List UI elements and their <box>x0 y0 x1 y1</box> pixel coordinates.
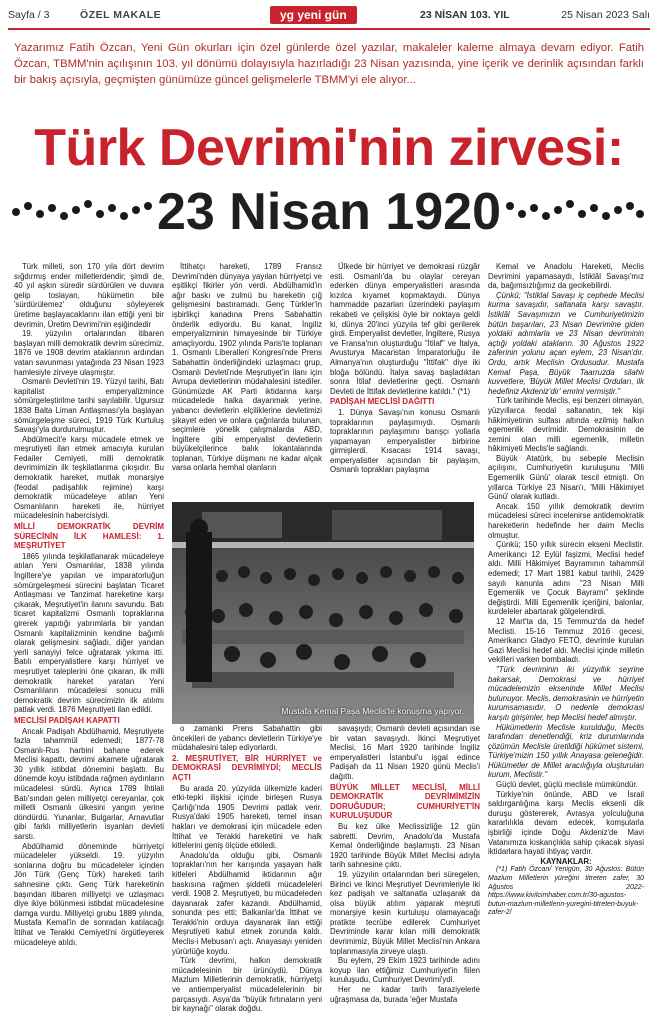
column-2-bottom <box>172 724 322 1017</box>
paragraph: Bu eylem, 29 Ekim 1923 tarihinde adını koyup ilan ettiğimiz Cumhuriyet'in fiilen kuruluşudu, Cumhuriyet Devrimi'ydi. <box>330 956 480 985</box>
paragraph: Bu kez ülke Meclissizliğe 12 gün sabretti. Devrim, Anadolu'da Mustafa Kemal önderliğinde başlamıştı. 23 Nisan 1920 tarihinde Büyük Millet Meclisi adıyla tarih sahnesine çıktı. <box>330 821 480 870</box>
parliament-photo-image <box>172 502 474 724</box>
column-2-top <box>172 262 322 502</box>
paragraph: Kemal ve Anadolu Hareketi, Meclis Devrimini yapamasaydı, İstiklâl Savaşı'mız da, bağımsızlığımız da gecikebilirdi. <box>488 262 644 291</box>
subheading: MECLİSİ PADİŞAH KAPATTI <box>14 715 120 725</box>
paragraph: Anadolu'da olduğu gibi, Osmanlı toprakları'nın her karışında yaşayan halk kitleleri Abdülhamid iktidarının ağır baskısına rağmen şiddetli mücadeleleri verdi. 1908 2. Meşrutiyeti, bu mücadeleden dayanarak zafer kazandı. Abdülhamid, sonunda pes etti; Balkanlar'da İttihat ve Terakki'nin orduya dayanarak ilan ettiği Meşrutiyeti kabul etmek zorunda kaldı. Meclis-i Mebusan'ı açtı. Anayasayı yeniden yürürlüğe koydu. <box>172 850 322 956</box>
paragraph: Abdülmecit'e karşı mücadele etmek ve meşrutiyeti ilan etmek amacıyla kurulan Fedailer Cemiyeti, milli demokratik devrimimizin ilk teşkilatlanma çıkışıdır. Bu demokratik hareket, mutlak monarşiye (feodal padişahlık rejimine) karşı demokratik mücadeleye atılan Yeni Osmanlıların hareketi ile, hürriyet mücadelesinin habercisiydi. <box>14 434 164 521</box>
paragraph: Türk milleti, son 170 yıla dört devrim sığdırmış ender milletlerdendir; şimdi de, 40 yıl aşkın süredir sürdürülen ve duvara gelip toslayan, hükümetin bile 'sürdürülemez' olduğunu söyleyerek üretime başlayacaklarını ilan ettiği yeni bir devrimin, Üretim Devrimi'nin eşiğindedir <box>14 262 164 329</box>
paragraph: Hükümetlerin Meclisle kurulduğu, Meclis tarafından denetlendiği, kriz durumlarında çözümün Meclisle üretildiği hükümet sistemi, Türkiye'mizin 150 yıllık Anayasa geleneğidir. Hükümetler de Millet aracılığıyla oluşturulan kurum, Meclistir." <box>488 722 644 780</box>
article-intro: Yazarımız Fatih Özcan, Yeni Gün okurları için özel günlerde özel yazılar, makaleler kaleme almaya devam ediyor. Fatih Özcan, TBMM'nin açılışının 103. yıl dönümü dolayısıyla hazırladığı 23 Nisan yazısında, yine içerik ve derinlik açısından farklı bir bakış açısıyla, geçmişten günümüze güncel gelişmelerle TBMM'yi ele alıyor... <box>14 42 644 86</box>
paragraph: İttihatçı hareketi, 1789 Fransız Devrimi'nden dünyaya yayılan hürriyetçi ve eşitlikçi fikirler yön verdi. Abdülhamid'in ağır baskı ve zulmü bu hareketin çığ gelişmesini bastıramadı. Genç Türkler'in işbirlikçi kanadına Prens Sabahattin önderlik ediyordu. Bu kanat, İngiliz emperyalizminin himayesinde bir Türkiye amaçlıyordu. 1902 yılında Paris'te toplanan 1. Osmanlı Liberalleri Kongresi'nde Prens Sabahattin önderliğindeki uzlaşmacı grup, Osmanlı Devleti'nde Meşrutiyet'in ilanı için Avrupa devletlerinin müdahalesini istediler. Günümüzde AK Parti iktidarına karşı mücadelede halka dayanmak yerine, yabancı devletlerin elçiliklerine devletimizi şikayet eden ve onlara çağrılarda bulunan, seçimlere yönelik çalışmalarda ABD, İngiltere gibi emperyalist devletlerin büyükelçilerince balık lokantalarında toplanan, Türkiye düşmanı ne kadar alçak varsa onlarla hemhal olanların <box>172 262 322 473</box>
references-title: KAYNAKLAR: <box>540 856 592 866</box>
paragraph: Ülkede bir hürriyet ve demokrasi rüzgâr esti. Osmanlı'da bu olaylar cereyan ederken dünya emperyalistleri arasında kızılca kıyamet kopmaktaydı. Dünya hammadde pazarları üzerindeki paylaşım rekabeti ve çelişkisi öyle bir noktaya geldi ki, dünya 20'inci yüzyıla tef gibi gerilerek girdi. Emperyalist devletler, İngiltere, Rusya ve Fransa'nın oluşturduğu "İtilaf" ve İtalya, Avusturya Macaristan İmparatorluğu ile Almanya'nın oluşturduğu "İttifak" diye iki bloğa bölündü. İtalya savaş başladıktan sonra İtilaf devletlerine geçti. Osmanlı Devleti de İttifak devletlerine katıldı." (*1) <box>330 262 480 396</box>
paragraph: 12 Mart'ta da, 15 Temmuz'da da hedef Meclisti. 15-16 Temmuz 2016 gecesi, Amerikancı Gladyo FETÖ, devrimle kurulan Gazi Meclisi hedef aldı. Meclisi içinde milletin vekilleri varken bombaladı. <box>488 616 644 665</box>
paragraph: Her ne kadar tarih faraziyelerle uğraşmasa da, burada 'eğer Mustafa <box>330 985 480 1004</box>
column-1 <box>14 262 164 1017</box>
newspaper-logo: yg yeni gün <box>270 6 357 24</box>
column-3-bottom <box>330 724 480 1017</box>
subheading: PADİŞAH MECLİSİ DAĞITTI <box>330 397 435 407</box>
column-4 <box>488 262 644 1017</box>
subheading: BÜYÜK MİLLET MECLİSİ, MİLLİ DEMOKRATİK DEVRİMİMİZİN DORUĞUDUR; CUMHURİYET'İN KURULUŞUDUR <box>330 782 480 821</box>
paragraph: 19. yüzyılın ortalarından beri süregelen, Birinci ve İkinci Meşrutiyet Devrimleriyle iki kez padişah ve saltanatla uzlaşarak da olsa büyük atılım yaparak meşruti monarşiye kesin kurtuluşu olamayacağı pratikte tecrübe edilerek Cumhuriyet Devriminde karar kılan milli demokratik devrimimiz, Büyük Millet Meclisi'nin Ankara toplanmasıyla zirveye ulaştı. <box>330 869 480 956</box>
paragraph: 1865 yılında teşkilatlanarak mücadeleye atılan Yeni Osmanlılar, 1838 yılında İngiltere'ye yapılan ve imparatorluğun sömürgeleşmesi sürecini başlatan Ticaret Antlaşması ve Tanzimat hareketine karşı çıkarak, Meşrutiyet'in ilanını savundu. Batı ticaret kapitalizmi Osmanlı topraklarına girerek yapıtığı yatırımlarla bir yandan Osmanlı kapitalizminin kendine bağımlı olarak gelişmesini sağladı, diğer yandan yerli sanayiyi felce uğratarak yıkıma itti. Batılı emperyalistlere karşı hürriyet ve meşrutiyet taleplerini öne çıkaran, ilk milli demokratik hareket yaratan Yeni Osmanlıların mücadelesi sonucu milli demokratik devrim sürecimizin ilk atılımı patlak verdi. 1876 Meşrutiyeti ilan edildi. <box>14 551 164 715</box>
paragraph: Türk tarihinde Meclis, eşi benzeri olmayan, yüzyıllarca feodal saltanatın, tek kişi hâkimiyetinin sulfası altında ezilmiş halkın egemenlik devrimidir. Demokrasinin de zemini olan milli egemenlik, milletin hâkimiyeti Meclis'le sağlandı. <box>488 396 644 454</box>
paragraph: Güçlü devlet, güçlü meclisle mümkündür. <box>496 780 638 790</box>
paragraph: Ancak Padişah Abdülhamid, Meşrutiyete fazla tahammül edemedi; 1877-78 Osmanlı-Rus harbini bahane ederek Meclisi kapattı, devrimi akamete uğratarak 30 yıllık istibdat dönemini başlattı. Bu dönemde koyu istibdada rağmen aydınların mücadelesi sürdü. Ayrıca 1789 İhtilali Batı'sından gelen milliyetçi cereyanlar, çok milletli Osmanlı ülkesini yangın yerine döndürdü. Yunanlar, Bulgarlar, Arnavutlar gibi farklı milliyetlerin isyanları devleti sarstı. <box>14 726 164 842</box>
paragraph: 19. yüzyılın ortalarından itibaren başlayan milli demokratik devrim sürecimiz, 1876 ve 1908 devrim ataklarının ardından vatan savunması yatağında 23 Nisan 1923 hamlesiyle zirveye ulaşmıştır. <box>14 329 164 377</box>
paragraph: Osmanlı Devleti'nin 19. Yüzyıl tarihi, Batı kapitalist emperyalizmince sömürgeleştirilme tarihi sayılabilir. Ugursuz 1838 Balta Liman Antlaşması'yla başlayan sömürgeleşme süreci, 1919 Türk Kurtuluş Savaşı'yla durdurulmuştur. <box>14 377 164 435</box>
paragraph: Türkiye'nin önünde, ABD ve İsrail saldırganlığına karşı Meclis eksenli dik duruşu göstererek, Avrasya yolculuğuna kararlılıkla devam edecek, komşularla işbirliği içinde Doğu Akdeniz'de Mavi Vatanımıza kıskançlıkla sahip çıkacak siyasi iktidarlara hayati ihtiyaç vardır. <box>488 789 644 857</box>
paragraph: o zamanki Prens Sabahattin gibi öncekileri de yabancı devletlerin Türkiye'ye müdahalesini talep ediyorlardı. <box>172 724 322 753</box>
paragraph: Abdülhamid döneminde hürriyetçi mücadeleler yükseldi. 19. yüzyılın sonlarına doğru bu mücadeleler içinden Jön Türk (Genç Türk) hareketi tarih sahnesine çıktı. Genç Türk hareketinin başından itibaren milliyetçi ve uzlaşmacı diye ikiye bölünmesi istibdat mücadelesine damga vurdu. Milliyetçi grubu 1889 yılında, Mustafa Kemal'in de sonradan katılacağı İttihat ve Terakki Cemiyeti'ni örgütleyerek mücadeleye atıldı. <box>14 841 164 947</box>
subheading: 2. MEŞRUTİYET, BİR HÜRRİYET ve DEMOKRASİ DEVRİMİYDİ; MECLİS AÇTI <box>172 753 322 782</box>
paragraph: Çünkü; 150 yıllık sürecin ekseni Meclistir. Amerikancı 12 Eylül faşizmi, Meclisi hedef aldı. Milli Hâkimiyet Bayramının tahammül edemedi; 17 Mart 1981 kabul tarihli, 2429 sayılı kanunla adını "23 Nisan Milli Egemenlik ve Çocuk Bayramı" şeklinde değiştirdi. Milli Egemenlik içeriğini, balonlar, kurdeleler abartarak gölgelendirdi. <box>488 540 644 617</box>
subheading: MİLLİ DEMOKRATİK DEVRİM SÜRECİNİN İLK HAMLESİ: 1. MEŞRUTİYET <box>14 522 164 551</box>
column-3-top <box>330 262 480 502</box>
page-number: Sayfa / 3 <box>8 9 50 21</box>
photo-caption: Mustafa Kemal Paşa Meclis'te konuşma yapıyor. <box>281 706 464 716</box>
page-header <box>8 6 650 30</box>
paragraph: Bu arada 20. yüzyılda ülkemizle kaderi etki-tepki ilişkisi içinde birleşen Rusya Çarlığı'nda 1905 Devrimi patlak verir. Rusya'daki 1905 hareketi, temel insan hakları ve demokrasi için mücadele eden İttihat ve Terakki hareketini ve halk kitlelerini geniş ölçüde etkiledi. <box>172 783 322 851</box>
article-title: Türk Devrimi'nin zirvesi: <box>34 119 624 177</box>
section-label: ÖZEL MAKALE <box>80 9 162 21</box>
paragraph: "Türk devriminin iki yüzyıllık seyrine bakarsak, Demokrasi ve hürriyet mücadelemizin ekseninde Millet Meclisi bulunuyor. Meclis, demokrasinin ve hürriyetin kurumsamasıdır. O nedenle demokrasi karşıtı girişimler, hep Meclisi hedef almıştır. <box>488 664 644 722</box>
issue-label: 23 NİSAN 103. YIL <box>420 9 510 21</box>
article-subtitle: 23 Nisan 1920 <box>156 183 502 241</box>
references: (*1) Fatih Özcan/ Yenigün, 30 Ağustos: Bütün Mazlum Milletlerin yüreğini titreten zafer, 30 Ağustos 2022- https://www.kivilcimhaber.com.tr/30-agustos-butun-mazlum-milletlerin-yuregini-titreten-buyuk-zafer-2/ <box>488 866 644 917</box>
issue-date: 25 Nisan 2023 Salı <box>561 9 650 21</box>
paragraph: Ancak 150 yıllık demokratik devrim mücadelesi süreci incelenirse antidemokratik hareketlerin hedefinde her daim Meclis olmuştur. <box>488 501 644 540</box>
paragraph: Çünkü; "İstiklal Savaşı iç cephede Meclisi kurma savaşıdır, saltanata karşı savaştır. İstiklâl Savaşımızın ve Cumhuriyetimizin bütün başarıları, 23 Nisan Devrimine giden yoldaki adımlarla ve 23 Nisan devriminin açtığı yoldaki atakların. 30 Ağustos 1922 zaferinin yolunu açan eylem, 23 Nisan'dır. Ordu, artık Meclisin Ordusudur. Mustafa Kemal Paşa, Büyük Taarruzda silahlı kuvvetlere, 'Büyük Millet Meclisi Orduları, ilk hedefiniz Akdeniz'dir' emrini vermiştir." <box>488 290 644 396</box>
paragraph: Türk devrimi, halkın demokratik mücadelesinin bir ürünüydü. Dünya Mazlum Milletlerinin demokratik, hürriyetçi ve antiemperyalist mücadelelerinin bir parçasıydı. Asya'da "büyük fırtınaların yeni bir kaynağı" olarak doğdu. <box>172 956 322 1014</box>
paragraph: savaşıydı; Osmanlı devleti açısından ise bir vatan savaşıydı. İkinci Meşrutiyet Meclisi, 16 Mart 1920 tarihinde İngiliz emperyalistleri İstanbul'u işgal edince Padişah da 11 Nisan 1920 günü Meclis'i dağıttı. <box>330 724 480 781</box>
paragraph: 1. Dünya Savaşı'nın konusu Osmanlı topraklarının paylaşımıydı. Osmanlı topraklarının paylaşımını barışçı yollarla yapamayan emperyalistler birbirine girmişlerdi. Kısacası 1914 savaşı, emperyalistler açısından bir paylaşım, Osmanlı toprakları paylaşma <box>330 407 480 475</box>
historic-photo <box>172 502 474 724</box>
paragraph: Büyük Atatürk, bu sebeple Meclisin açılışını, Cumhuriyetin kuruluşunu 'Milli Egemenlik Günü' olarak tescil etmişti. On yıllarca Türkiye 23 Nisan'ı, 'Milli Hâkimiyet Günü' olarak kutladı. <box>488 453 644 502</box>
